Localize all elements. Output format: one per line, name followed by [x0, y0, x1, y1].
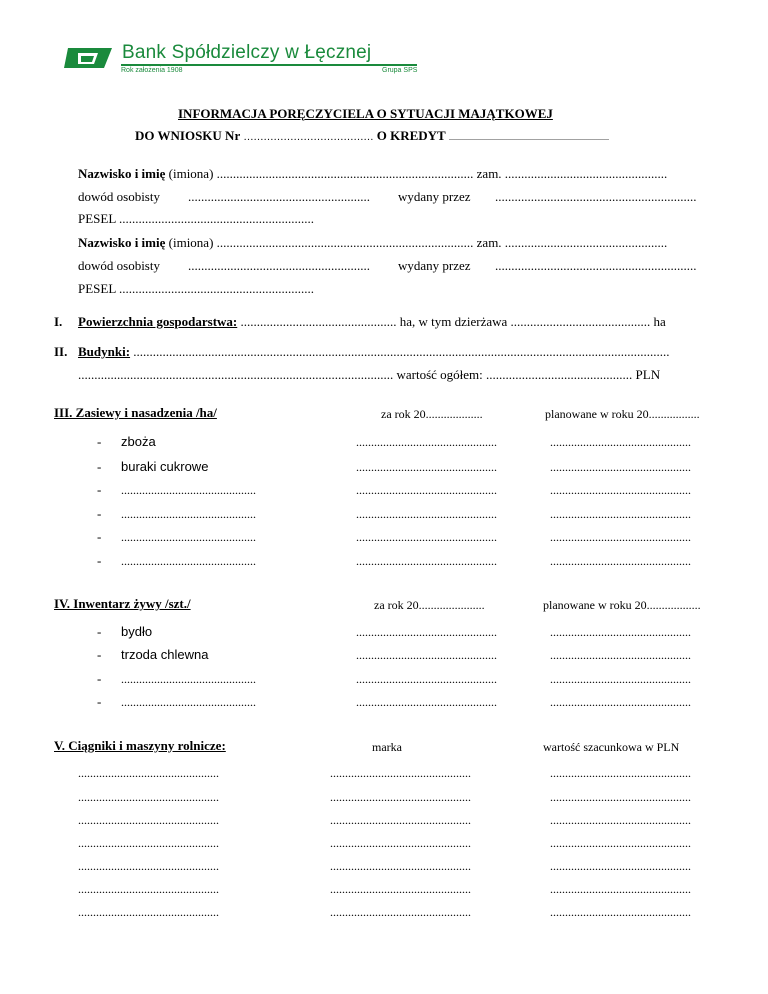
section3-planned-field[interactable]: ...............................................: [550, 507, 691, 521]
section3-item-field[interactable]: .............................................: [121, 483, 256, 497]
section1-title: Powierzchnia gospodarstwa:: [78, 314, 238, 329]
section4-item-label: trzoda chlewna: [121, 647, 209, 662]
section3-title: III. Zasiewy i nasadzenia /ha/: [54, 405, 217, 420]
section4-item-label: bydło: [121, 624, 153, 639]
section5-value-field[interactable]: ...............................................: [550, 859, 691, 873]
person2-issued-field[interactable]: ..............................................................: [495, 258, 697, 273]
section4-dash: -: [97, 671, 102, 686]
section5-value-field[interactable]: ...............................................: [550, 836, 691, 850]
person1-issued-field[interactable]: ..............................................................: [495, 189, 697, 204]
section3-planned-field[interactable]: ...............................................: [550, 530, 691, 544]
person1-issued-label: wydany przez: [398, 189, 471, 204]
subtitle-mid: O KREDYT: [376, 128, 446, 143]
section4-year-field[interactable]: ...............................................: [356, 695, 497, 709]
section5-machine-field[interactable]: ...............................................: [78, 790, 219, 804]
section3-planned-field[interactable]: ...............................................: [550, 554, 691, 568]
section5-col-brand: marka: [372, 740, 402, 754]
section4-dash: -: [97, 624, 102, 639]
section5-brand-field[interactable]: ...............................................: [330, 790, 471, 804]
section5-value-field[interactable]: ...............................................: [550, 790, 691, 804]
person1-name-field[interactable]: (imiona) ............................................................................... zam. ..................................................: [168, 166, 668, 181]
bank-logo-icon: [64, 44, 116, 72]
person2-issued-label: wydany przez: [398, 258, 471, 273]
section4-planned-field[interactable]: ...............................................: [550, 672, 691, 686]
person2-id-field[interactable]: ........................................................: [188, 258, 370, 273]
section3-year-field[interactable]: ...............................................: [356, 483, 497, 497]
section5-value-field[interactable]: ...............................................: [550, 766, 691, 780]
person1-name-row[interactable]: [78, 166, 716, 182]
section3-col-year: za rok 20...................: [381, 407, 483, 421]
section4-col-year: za rok 20......................: [374, 598, 485, 612]
section3-year-field[interactable]: ...............................................: [356, 530, 497, 544]
section5-machine-field[interactable]: ...............................................: [78, 882, 219, 896]
section3-dash: -: [97, 529, 102, 544]
section2-number: II.: [54, 344, 68, 359]
person2-name-field[interactable]: (imiona) ............................................................................... zam. ..................................................: [168, 235, 668, 250]
section3-col-planned: planowane w roku 20.................: [545, 407, 700, 421]
section4-col-planned: planowane w roku 20..................: [543, 598, 701, 612]
section3-item-label: buraki cukrowe: [121, 459, 209, 474]
section4-item-field[interactable]: .............................................: [121, 695, 256, 709]
section1-fields[interactable]: ................................................ ha, w tym dzierżawa ........................................... ha: [240, 314, 666, 329]
bank-name: Bank Spółdzielczy w Łęcznej: [122, 42, 372, 63]
section1-row[interactable]: [78, 314, 666, 330]
section3-dash: -: [97, 506, 102, 521]
logo-divider: [121, 64, 417, 66]
section2-line1[interactable]: .....................................................................................................................................................................: [133, 344, 670, 359]
section5-machine-field[interactable]: ...............................................: [78, 836, 219, 850]
section4-year-field[interactable]: ...............................................: [356, 648, 497, 662]
section3-dash: -: [97, 482, 102, 497]
section2-title: Budynki:: [78, 344, 131, 359]
section4-year-field[interactable]: ...............................................: [356, 625, 497, 639]
section5-brand-field[interactable]: ...............................................: [330, 813, 471, 827]
credit-field[interactable]: ................................................................................: [448, 133, 609, 142]
section3-dash: -: [97, 459, 102, 474]
section3-item-field[interactable]: .............................................: [121, 554, 256, 568]
section5-brand-field[interactable]: ...............................................: [330, 882, 471, 896]
section2-line2[interactable]: ................................................................................................. wartość ogółem: ............................................. PLN: [78, 367, 661, 382]
person1-name-label: Nazwisko i imię: [78, 166, 166, 181]
section3-dash: -: [97, 553, 102, 568]
section3-planned-field[interactable]: ...............................................: [550, 460, 691, 474]
bank-since: Rok założenia 1908: [121, 67, 183, 74]
section5-brand-field[interactable]: ...............................................: [330, 859, 471, 873]
section5-brand-field[interactable]: ...............................................: [330, 905, 471, 919]
person2-name-row[interactable]: [78, 235, 716, 251]
section5-machine-field[interactable]: ...............................................: [78, 766, 219, 780]
section3-item-label: zboża: [121, 434, 156, 449]
section5-value-field[interactable]: ...............................................: [550, 882, 691, 896]
section5-value-field[interactable]: ...............................................: [550, 813, 691, 827]
person1-id-field[interactable]: ........................................................: [188, 189, 370, 204]
section3-year-field[interactable]: ...............................................: [356, 460, 497, 474]
section4-planned-field[interactable]: ...............................................: [550, 625, 691, 639]
section4-dash: -: [97, 647, 102, 662]
section4-planned-field[interactable]: ...............................................: [550, 648, 691, 662]
section5-brand-field[interactable]: ...............................................: [330, 836, 471, 850]
section3-year-field[interactable]: ...............................................: [356, 507, 497, 521]
section3-item-field[interactable]: .............................................: [121, 530, 256, 544]
section3-item-field[interactable]: .............................................: [121, 507, 256, 521]
section3-dash: -: [97, 434, 102, 449]
section5-machine-field[interactable]: ...............................................: [78, 813, 219, 827]
section4-title: IV. Inwentarz żywy /szt./: [54, 596, 191, 611]
section5-machine-field[interactable]: ...............................................: [78, 905, 219, 919]
section3-planned-field[interactable]: ...............................................: [550, 483, 691, 497]
application-number-field[interactable]: …………………………………: [243, 132, 374, 143]
person2-pesel[interactable]: PESEL ............................................................: [78, 281, 315, 296]
person1-pesel[interactable]: PESEL ............................................................: [78, 211, 315, 226]
section3-planned-field[interactable]: ...............................................: [550, 435, 691, 449]
section4-item-field[interactable]: .............................................: [121, 672, 256, 686]
person2-id-label: dowód osobisty: [78, 258, 160, 273]
section5-col-value: wartość szacunkowa w PLN: [543, 740, 680, 754]
form-title: INFORMACJA PORĘCZYCIELA O SYTUACJI MAJĄTKOWEJ: [178, 106, 553, 121]
bank-group: Grupa SPS: [382, 67, 418, 74]
section5-machine-field[interactable]: ...............................................: [78, 859, 219, 873]
section1-number: I.: [54, 314, 63, 329]
person1-id-label: dowód osobisty: [78, 189, 160, 204]
section5-brand-field[interactable]: ...............................................: [330, 766, 471, 780]
section5-title: V. Ciągniki i maszyny rolnicze:: [54, 738, 226, 753]
section4-dash: -: [97, 694, 102, 709]
section4-planned-field[interactable]: ...............................................: [550, 695, 691, 709]
subtitle-prefix: DO WNIOSKU Nr: [135, 128, 241, 143]
section4-year-field[interactable]: ...............................................: [356, 672, 497, 686]
section3-year-field[interactable]: ...............................................: [356, 554, 497, 568]
person2-name-label: Nazwisko i imię: [78, 235, 166, 250]
form-subtitle: [135, 128, 609, 144]
section5-value-field[interactable]: ...............................................: [550, 905, 691, 919]
section2-row[interactable]: [78, 344, 718, 360]
section3-year-field[interactable]: ...............................................: [356, 435, 497, 449]
